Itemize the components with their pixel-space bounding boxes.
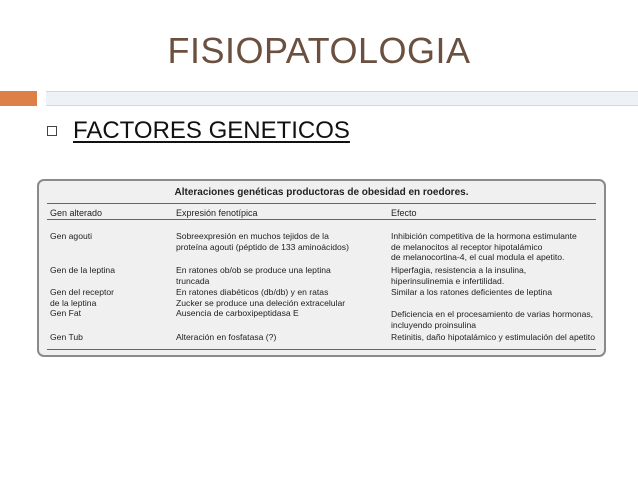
cell-efecto: incluyendo proinsulina <box>391 319 477 330</box>
header-efecto: Efecto <box>391 208 417 218</box>
cell-gen: Gen Tub <box>50 332 83 342</box>
cell-gen: Gen del receptor <box>50 287 115 297</box>
cell-gen: de la leptina <box>50 297 97 308</box>
table-rule-bottom <box>47 349 596 350</box>
cell-expresion: proteína agouti (péptido de 133 aminoácidos) <box>176 241 349 252</box>
cell-gen: Gen de la leptina <box>50 265 115 275</box>
cell-efecto: Inhibición competitiva de la hormona estimulante <box>391 231 577 241</box>
header-gen: Gen alterado <box>50 208 103 218</box>
cell-efecto: de melanocitos al receptor hipotalámico <box>391 241 543 252</box>
square-bullet-icon <box>47 126 57 136</box>
table-rule-header <box>47 219 596 220</box>
cell-gen: Gen agouti <box>50 231 93 241</box>
cell-expresion: Ausencia de carboxipeptidasa E <box>176 308 299 318</box>
cell-expresion: Zucker se produce una deleción extracelular <box>176 297 346 308</box>
cell-expresion: truncada <box>176 275 210 286</box>
cell-expresion: Sobreexpresión en muchos tejidos de la <box>176 231 329 241</box>
genetics-table-image <box>37 179 606 357</box>
cell-efecto: de melanocortina-4, el cual modula el apetito. <box>391 252 565 262</box>
cell-efecto: Deficiencia en el procesamiento de varias hormonas, <box>391 309 594 319</box>
cell-expresion: En ratones ob/ob se produce una leptina <box>176 265 331 275</box>
bullet-item <box>47 117 350 145</box>
slide-title: FISIOPATOLOGIA <box>167 30 471 71</box>
table-caption: Alteraciones genéticas productoras de obesidad en roedores. <box>174 187 469 198</box>
title-divider <box>46 91 638 106</box>
header-expresion: Expresión fenotípica <box>176 208 258 218</box>
bullet-text: FACTORES GENETICOS <box>73 117 350 144</box>
cell-efecto: Hiperfagia, resistencia a la insulina, <box>391 265 527 275</box>
cell-gen: Gen Fat <box>50 308 82 318</box>
title-accent-bar <box>0 91 37 106</box>
cell-expresion: Alteración en fosfatasa (?) <box>176 332 277 342</box>
table-rule-top <box>47 203 596 204</box>
cell-efecto: hiperinsulinemia e infertilidad. <box>391 275 505 286</box>
cell-expresion: En ratones diabéticos (db/db) y en ratas <box>176 287 329 297</box>
cell-efecto: Similar a los ratones deficientes de leptina <box>391 287 552 297</box>
cell-efecto: Retinitis, daño hipotalámico y estimulación del apetito <box>391 332 595 342</box>
